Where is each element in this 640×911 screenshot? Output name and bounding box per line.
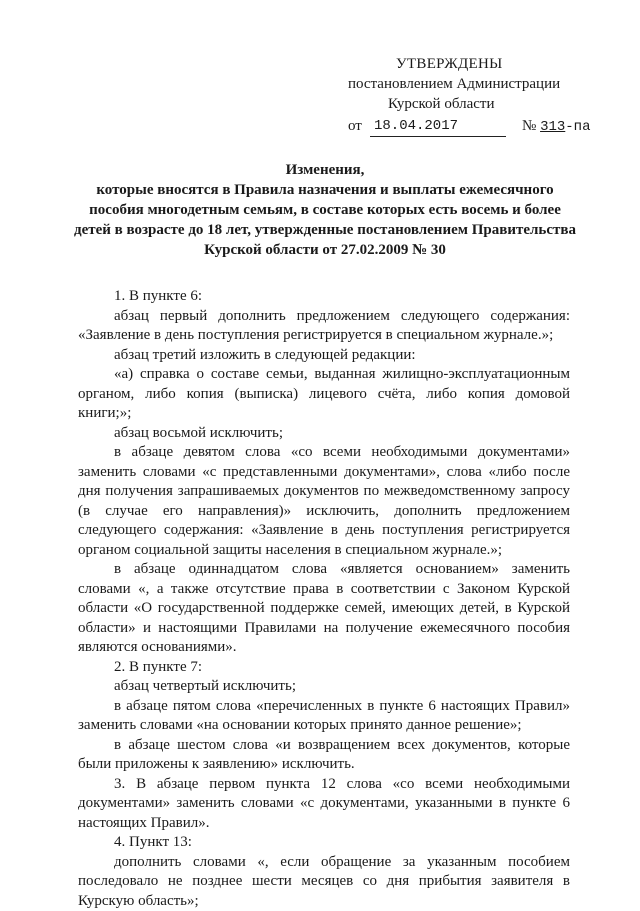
number-suffix: -па: [565, 119, 590, 135]
paragraph-10: в абзаце пятом слова «перечисленных в пункте 6 настоящих Правил» заменить словами «на основании которых принято данное решение»;: [78, 697, 570, 736]
approved-by-line: постановлением Администрации: [348, 74, 588, 94]
paragraph-7: в абзаце одиннадцатом слова «является основанием» заменить словами «, а также отсутствие права в соответствии с Законом Курской области «О государственной поддержке семей, имеющих детей, в Курской области» и настоящими Правилами на получение ежемесячного пособия являются основаниями».: [78, 560, 570, 658]
paragraph-13: 4. Пункт 13:: [78, 833, 570, 853]
resolution-date: 18.04.2017: [370, 116, 506, 137]
paragraph-2: абзац первый дополнить предложением следующего содержания: «Заявление в день поступления регистрируется в специальном журнале.»;: [78, 307, 570, 346]
paragraph-3: абзац третий изложить в следующей редакции:: [78, 346, 570, 366]
approval-stamp: [348, 54, 588, 136]
paragraph-8: 2. В пункте 7:: [78, 658, 570, 678]
document-heading: [70, 160, 580, 260]
paragraph-9: абзац четвертый исключить;: [78, 677, 570, 697]
document-body: [78, 287, 570, 911]
paragraph-1: 1. В пункте 6:: [78, 287, 570, 307]
paragraph-5: абзац восьмой исключить;: [78, 424, 570, 444]
date-number-line: [348, 114, 588, 136]
paragraph-14: дополнить словами «, если обращение за указанным пособием последовало не позднее шести месяцев со дня прибытия заявителя в Курскую область»;: [78, 853, 570, 911]
heading-title: Изменения,: [70, 160, 580, 180]
paragraph-6: в абзаце девятом слова «со всеми необходимыми документами» заменить словами «с представленными документами», слова «либо после дня получения запрашиваемых документов по межведомственному запросу (в случае его направления)» исключить, дополнить предложением следующего содержания: «Заявление в день поступления регистрируется органом социальной защиты населения в специальном журнале.»;: [78, 443, 570, 560]
approved-label: УТВЕРЖДЕНЫ: [348, 54, 588, 74]
region-line: Курской области: [348, 94, 588, 114]
number-prefix: №: [522, 118, 536, 134]
resolution-number-group: [522, 116, 591, 137]
paragraph-11: в абзаце шестом слова «и возвращением всех документов, которые были приложены к заявлению» исключить.: [78, 736, 570, 775]
heading-subtitle: которые вносятся в Правила назначения и выплаты ежемесячного пособия многодетным семьям, в составе которых есть восемь и более детей в возрасте до 18 лет, утвержденные постановлением Правительства Курской области от 27.02.2009 № 30: [70, 180, 580, 260]
paragraph-12: 3. В абзаце первом пункта 12 слова «со всеми необходимыми документами» заменить словами «с документами, указанными в пункте 6 настоящих Правил».: [78, 775, 570, 834]
paragraph-4: «а) справка о составе семьи, выданная жилищно-эксплуатационным органом, либо копия (выписка) лицевого счёта, либо копия домовой книги;»;: [78, 365, 570, 424]
date-prefix: от: [348, 116, 362, 136]
resolution-number: 313: [540, 119, 565, 135]
